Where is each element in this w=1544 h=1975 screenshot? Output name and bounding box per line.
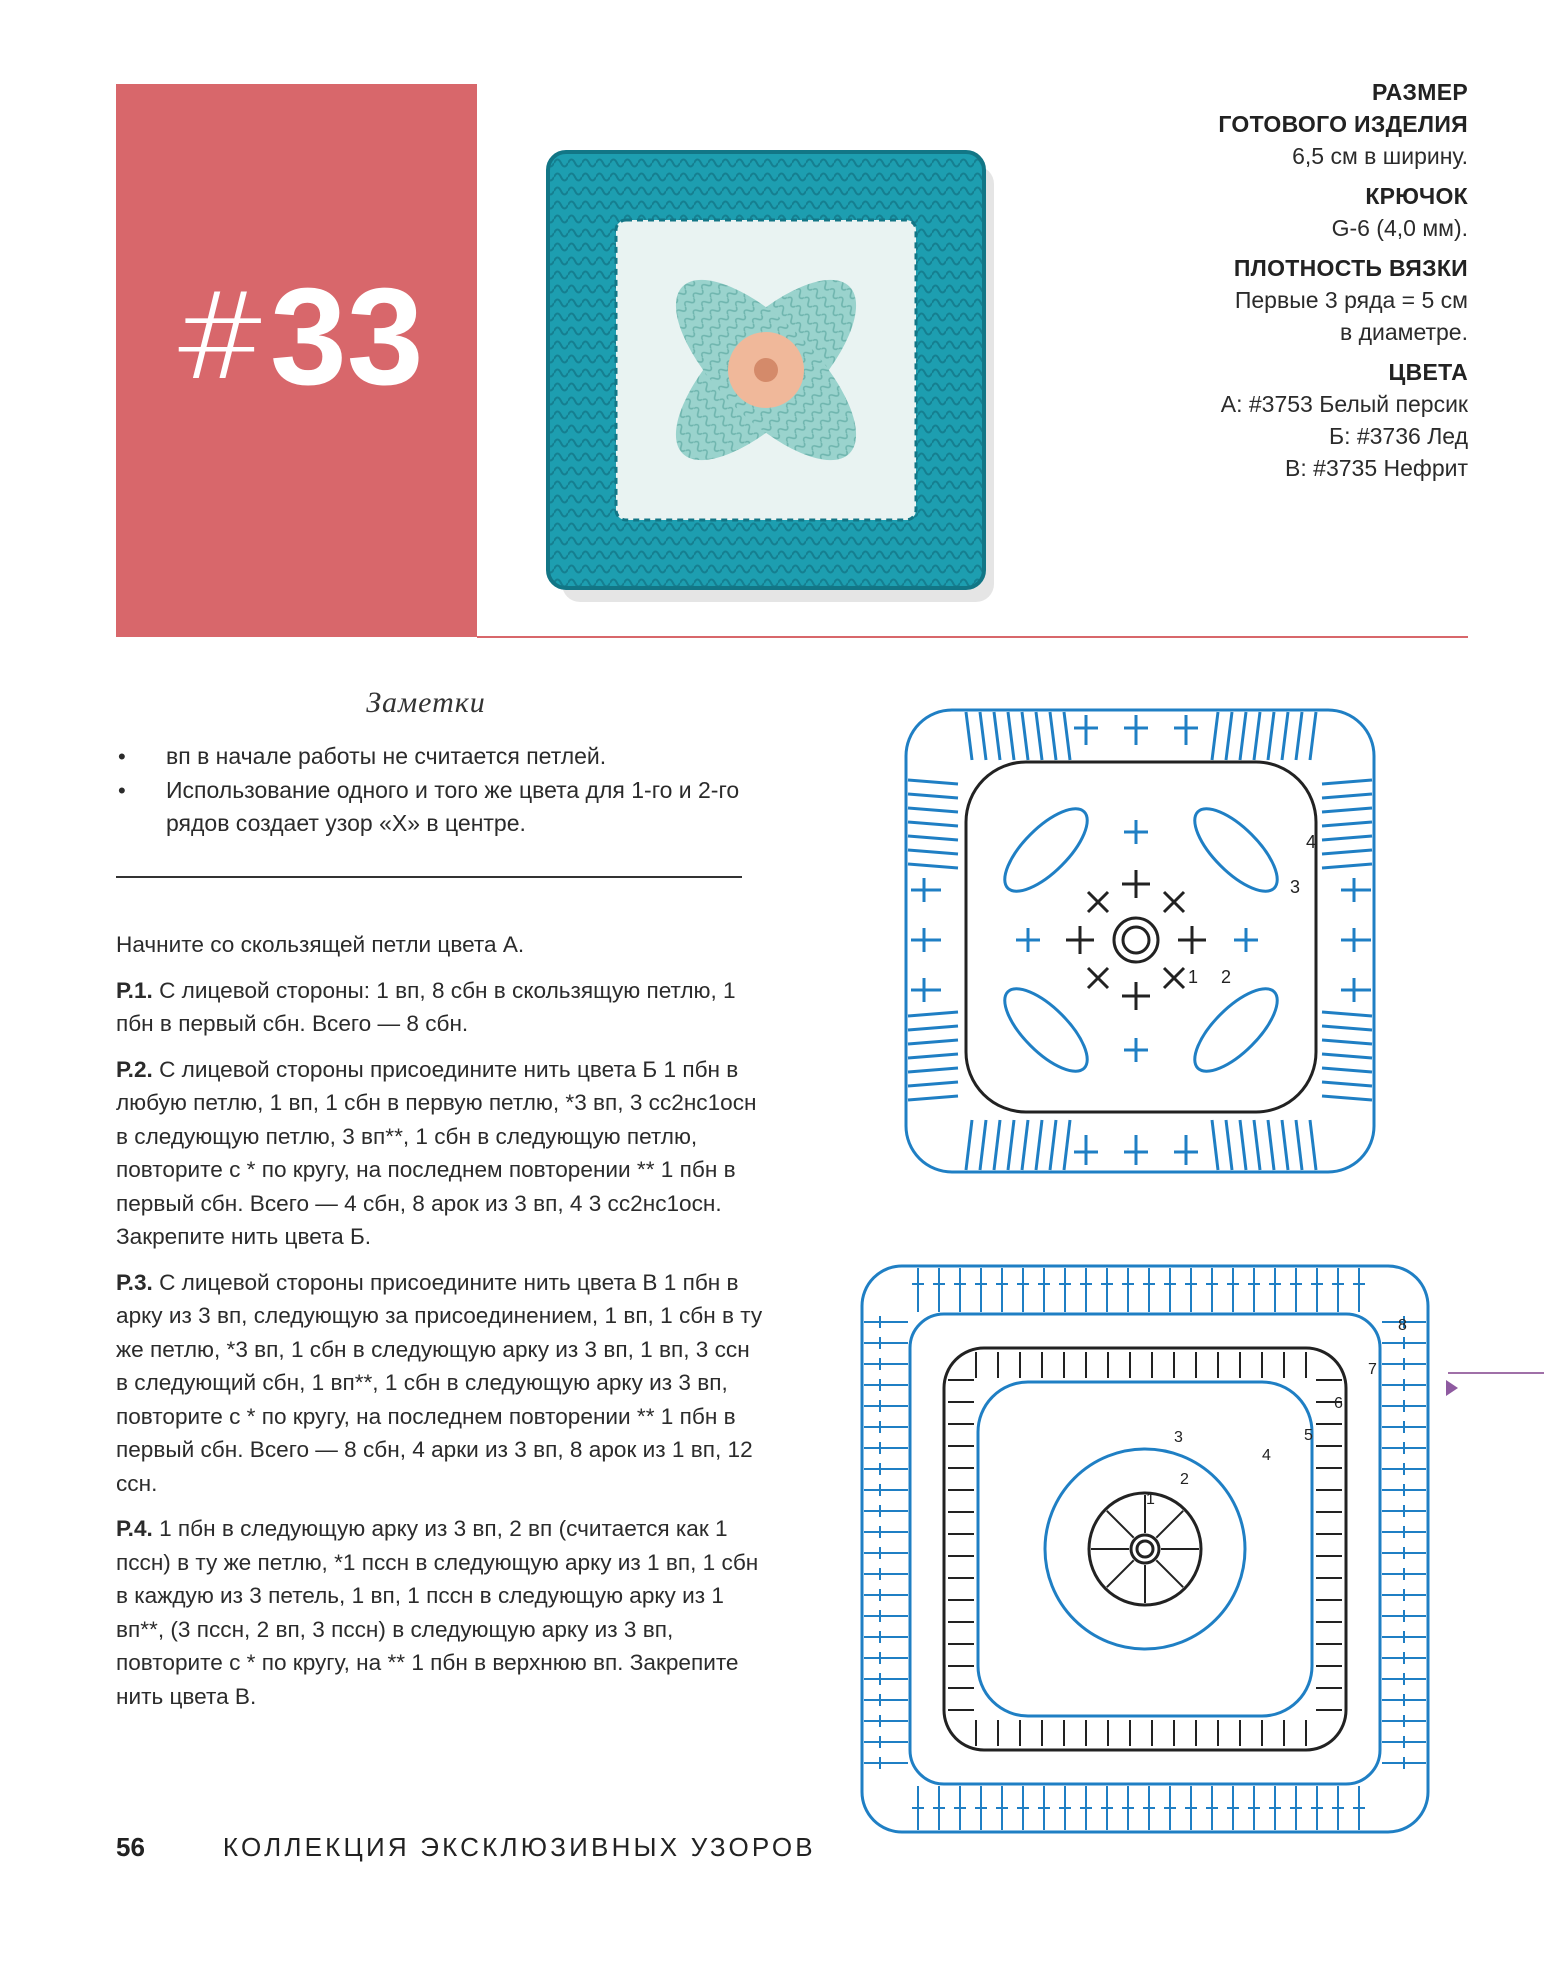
color-a: А: #3753 Белый персик (1220, 391, 1468, 417)
note-item: • Использование одного и того же цвета для 1-го и 2-го рядов создает узор «Х» в центре. (116, 774, 756, 840)
pattern-number: #33 (169, 260, 424, 414)
row-2: Р.2. С лицевой стороны присоедините нить цвета Б 1 пбн в любую петлю, 1 вп, 1 сбн в первую петлю, *3 вп, 3 сс2нс1осн в следующую петлю, 3 вп**, 1 сбн в следующую петлю, повторите с * по кругу, на последнем повторении ** 1 пбн в первый сбн. Всего — 4 сбн, 8 арок из 3 вп, 4 3 сс2нс1осн. Закрепите нить цвета Б. (116, 1056, 757, 1249)
chart2-label: 5 (1304, 1427, 1313, 1444)
gauge-heading: ПЛОТНОСТЬ ВЯЗКИ (1233, 255, 1468, 281)
chart2-label: 4 (1262, 1447, 1271, 1464)
color-b: Б: #3736 Лед (1328, 423, 1468, 449)
gauge-value-2: в диаметре. (1339, 319, 1468, 345)
gauge-value-1: Первые 3 ряда = 5 см (1234, 287, 1468, 313)
color-c: В: #3735 Нефрит (1285, 455, 1468, 481)
chart1-label: 2 (1221, 967, 1232, 987)
header-divider (477, 636, 1468, 638)
notes-list (116, 740, 756, 841)
crochet-square-photo (540, 142, 1020, 602)
page-number: 56 (116, 1832, 145, 1862)
hook-value: G-6 (4,0 мм). (1331, 215, 1468, 241)
chart2-label: 8 (1398, 1317, 1407, 1334)
chart1-label: 4 (1306, 832, 1317, 852)
chart2-label: 1 (1146, 1491, 1155, 1508)
chart1-label: 1 (1188, 967, 1199, 987)
notes-divider (116, 876, 742, 878)
page-footer (116, 1832, 816, 1863)
row-3: Р.3. С лицевой стороны присоедините нить цвета В 1 пбн в арку из 3 вп, следующую за присоединением, 1 вп, 1 сбн в ту же петлю, *3 вп, 1 сбн в следующую арку из 3 вп, 1 вп, 3 ссн в следующий сбн, 1 вп**, 1 сбн в следующую арку из 3 вп, повторите с * по кругу, на последнем повторении ** 1 пбн в первый сбн. Всего — 8 сбн, 4 арки из 3 вп, 8 арок из 1 вп, 12 ссн. (116, 1269, 763, 1496)
book-title: КОЛЛЕКЦИЯ ЭКСКЛЮЗИВНЫХ УЗОРОВ (222, 1832, 816, 1862)
notes-title: Заметки (366, 686, 486, 719)
chart1-label: 3 (1290, 877, 1301, 897)
chart2-label: 3 (1174, 1429, 1183, 1446)
intro: Начните со скользящей петли цвета А. (116, 932, 525, 957)
chart2-label: 2 (1180, 1471, 1189, 1488)
pattern-info (1068, 76, 1468, 492)
page-edge-line (1448, 1372, 1544, 1374)
crochet-chart-large (858, 1262, 1438, 1842)
size-value: 6,5 см в ширину. (1292, 143, 1468, 169)
crochet-chart-small (896, 700, 1386, 1180)
arrow-right-icon (1446, 1380, 1458, 1396)
hook-heading: КРЮЧОК (1365, 183, 1468, 209)
note-item: • вп в начале работы не считается петлей. (116, 740, 756, 773)
chart2-label: 7 (1368, 1361, 1377, 1378)
size-heading: РАЗМЕР (1372, 79, 1468, 105)
instructions (116, 928, 766, 1725)
row-1: Р.1. С лицевой стороны: 1 вп, 8 сбн в скользящую петлю, 1 пбн в первый сбн. Всего — 8 сбн. (116, 977, 736, 1036)
row-4: Р.4. 1 пбн в следующую арку из 3 вп, 2 вп (считается как 1 пссн) в ту же петлю, *1 пссн в следующую арку из 1 вп, 1 сбн в каждую из 3 петель, 1 вп, 1 пссн в следующую арку из 1 вп**, (3 пссн, 2 вп, 3 пссн) в следующую арку из 3 вп, повторите с * по кругу, на ** 1 пбн в верхнюю вп. Закрепите нить цвета В. (116, 1516, 759, 1709)
size-heading-2: ГОТОВОГО ИЗДЕЛИЯ (1218, 111, 1468, 137)
chart2-label: 6 (1334, 1395, 1343, 1412)
colors-heading: ЦВЕТА (1388, 359, 1468, 385)
